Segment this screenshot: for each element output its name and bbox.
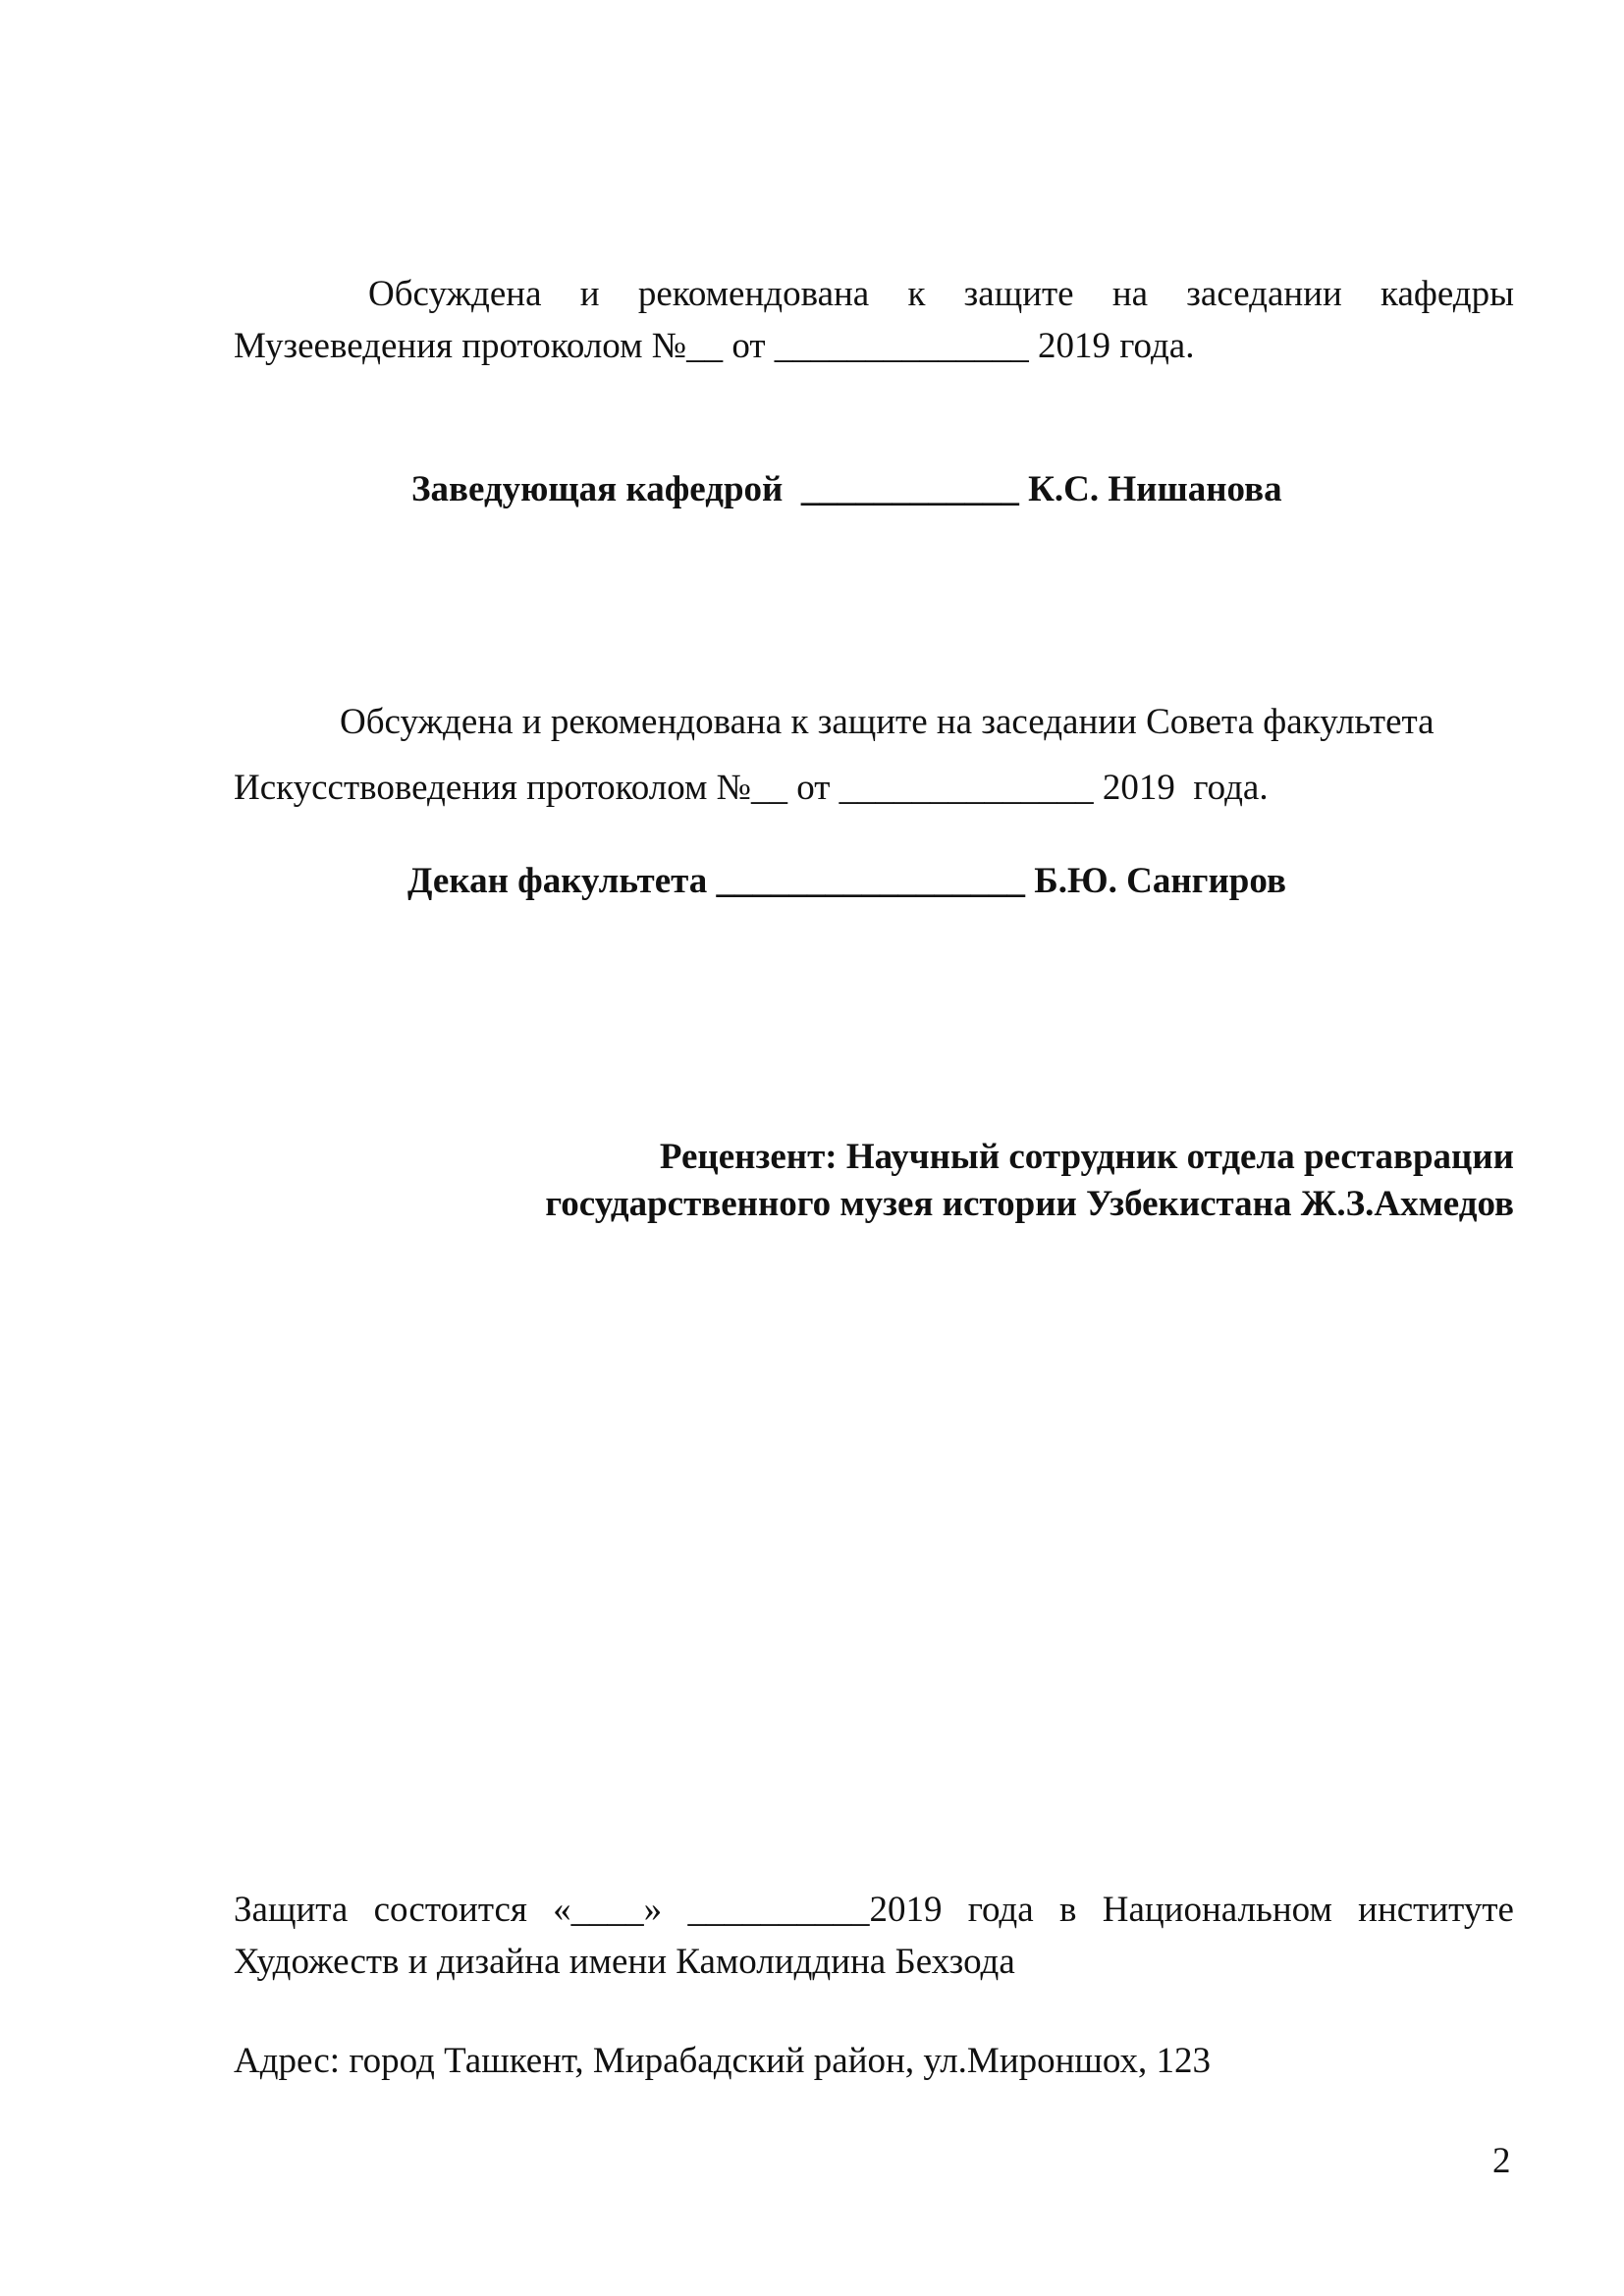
word: «____» — [553, 1890, 663, 1930]
faculty-approval-line-1: Обсуждена и рекомендована к защите на заседании Совета факультета — [340, 702, 1435, 742]
defense-line-1 — [234, 1889, 1514, 1932]
faculty-approval-line-2: Искусствоведения протоколом №__ от ______________ 2019 года. — [234, 768, 1269, 808]
word: на — [1111, 274, 1149, 314]
word: институте — [1358, 1890, 1514, 1930]
dean-signature: Декан факультета _________________ Б.Ю. Сангиров — [407, 861, 1286, 901]
word: к — [907, 274, 926, 314]
defense-line-2: Художеств и дизайна имени Камолиддина Бехзода — [234, 1942, 1015, 1982]
word: состоится — [373, 1890, 527, 1930]
word: и — [579, 274, 600, 314]
word: в — [1058, 1890, 1077, 1930]
reviewer-line-1: Рецензент: Научный сотрудник отдела реставрации — [659, 1137, 1514, 1177]
department-head-signature: Заведующая кафедрой ____________ К.С. Нишанова — [411, 469, 1282, 509]
word: заседании — [1186, 274, 1342, 314]
word: Национальном — [1102, 1890, 1332, 1930]
word: рекомендована — [637, 274, 870, 314]
reviewer-line-2: государственного музея истории Узбекистана Ж.З.Ахмедов — [545, 1184, 1514, 1224]
page-number: 2 — [1492, 2141, 1511, 2181]
word: __________2019 — [687, 1890, 943, 1930]
word: защите — [963, 274, 1074, 314]
word: года — [967, 1890, 1034, 1930]
word: кафедры — [1380, 274, 1514, 314]
department-approval-line-2: Музееведения протоколом №__ от ______________ 2019 года. — [234, 326, 1195, 366]
department-approval-line-1 — [368, 273, 1514, 316]
word: Защита — [234, 1890, 349, 1930]
address-line: Адрес: город Ташкент, Мирабадский район, ул.Мироншох, 123 — [234, 2041, 1211, 2081]
word: Обсуждена — [368, 274, 542, 314]
